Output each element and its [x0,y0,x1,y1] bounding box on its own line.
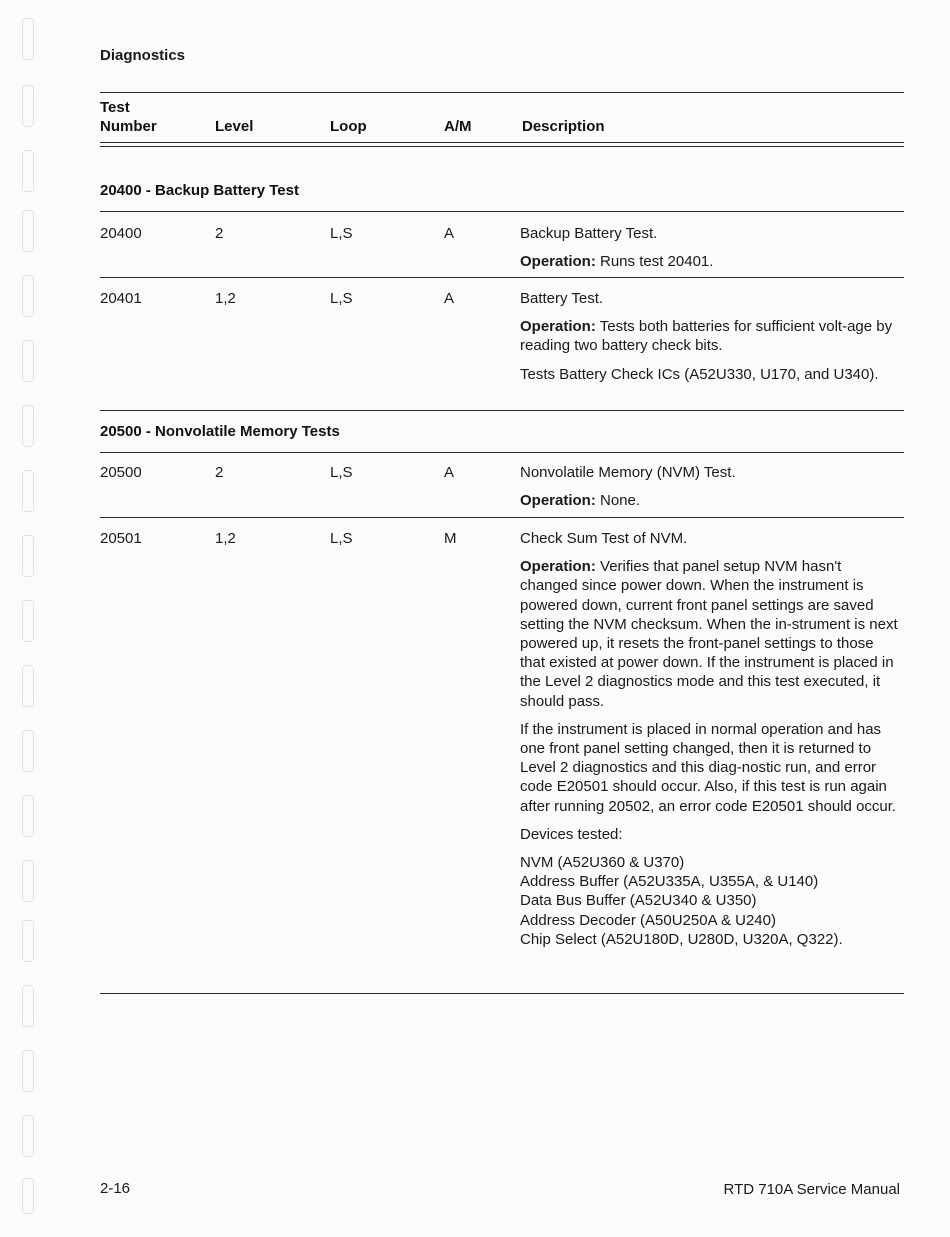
operation-label: Operation: [520,558,596,576]
devices-list [520,853,900,949]
row-loop: L,S [330,464,353,481]
row-loop: L,S [330,290,353,307]
row-am: A [444,225,455,242]
binder-mark [22,405,34,447]
binder-mark [22,275,34,317]
binder-mark [22,1050,34,1092]
row-number: 20500 [100,464,142,481]
binder-mark [22,85,34,127]
footer-page-number: 2-16 [100,1180,131,1197]
device-item: Address Buffer (A52U335A, U355A, & U140) [520,873,819,891]
desc-title: Battery Test. [520,290,604,307]
row-description [520,224,900,280]
row-rule [100,517,904,518]
section-title: 20400 - Backup Battery Test [100,182,299,199]
device-item: Address Decoder (A50U250A & U240) [520,911,776,929]
operation-text: None. [595,492,641,510]
header-test-number-line1: Test [100,99,130,116]
binder-mark [22,535,34,577]
row-am: A [444,464,455,481]
section-title: 20500 - Nonvolatile Memory Tests [100,423,340,440]
row-level: 2 [215,225,224,242]
row-am: M [444,530,457,547]
device-item: Data Bus Buffer (A52U340 & U350) [520,892,757,910]
desc-operation [520,252,900,271]
row-level: 2 [215,464,224,481]
desc-operation [520,557,900,711]
binder-mark [22,985,34,1027]
desc-operation [520,317,900,355]
binder-mark [22,470,34,512]
row-number: 20401 [100,290,142,307]
header-test-number-line2: Number [100,118,157,135]
section-rule [100,211,904,212]
row-level: 1,2 [215,530,236,547]
binder-mark [22,665,34,707]
row-description [520,463,900,519]
binder-mark [22,730,34,772]
binder-mark [22,210,34,252]
operation-label: Operation: [520,253,596,271]
operation-text: Tests both batteries for sufficient volt-age by reading two battery check bits. [520,318,893,355]
header-rule-1 [100,142,904,143]
operation-text: Verifies that panel setup NVM hasn't changed since power down. When the instrument is powered down, current front panel settings are saved setting the NVM checksum. When the in-strument is next powered up, it resets the front-panel settings to those that existed at power down. If the instrument is placed in the Level 2 diagnostics mode and this test executed, it should pass. [520,558,898,710]
header-level: Level [215,118,254,135]
row-description [520,529,900,949]
binder-mark [22,600,34,642]
binder-mark [22,1115,34,1157]
operation-text: Runs test 20401. [595,253,714,271]
row-rule [100,277,904,278]
header-am: A/M [444,118,472,135]
row-loop: L,S [330,225,353,242]
desc-operation [520,491,900,510]
device-item: Chip Select (A52U180D, U280D, U320A, Q322). [520,930,843,948]
binder-mark [22,150,34,192]
operation-label: Operation: [520,492,596,510]
operation-label: Operation: [520,318,596,336]
section-rule [100,452,904,453]
desc-title: Check Sum Test of NVM. [520,530,688,547]
table-bottom-rule [100,993,904,994]
device-item: NVM (A52U360 & U370) [520,854,685,872]
page-heading: Diagnostics [100,47,186,64]
row-am: A [444,290,455,307]
header-description: Description [522,118,605,135]
header-rule-2 [100,146,904,147]
row-description [520,289,900,393]
row-loop: L,S [330,530,353,547]
binder-mark [22,860,34,902]
footer-manual-title: RTD 710A Service Manual [723,1181,900,1198]
desc-paragraph: If the instrument is placed in normal operation and has one front panel setting changed, then it is returned to Level 2 diagnostics and this diag-nostic run, and error code E20501 should occur. Also, if this test is run again after running 20502, an error code E20501 should occur. [520,720,897,815]
desc-title: Backup Battery Test. [520,225,658,242]
binder-mark [22,18,34,60]
binder-mark [22,340,34,382]
desc-extra: Tests Battery Check ICs (A52U330, U170, and U340). [520,365,879,383]
binder-mark [22,1178,34,1214]
row-number: 20501 [100,530,142,547]
row-level: 1,2 [215,290,236,307]
binder-mark [22,795,34,837]
row-number: 20400 [100,225,142,242]
row-rule [100,410,904,411]
binder-mark [22,920,34,962]
devices-label: Devices tested: [520,825,623,843]
header-loop: Loop [330,118,367,135]
table-top-rule [100,92,904,93]
desc-title: Nonvolatile Memory (NVM) Test. [520,464,736,481]
